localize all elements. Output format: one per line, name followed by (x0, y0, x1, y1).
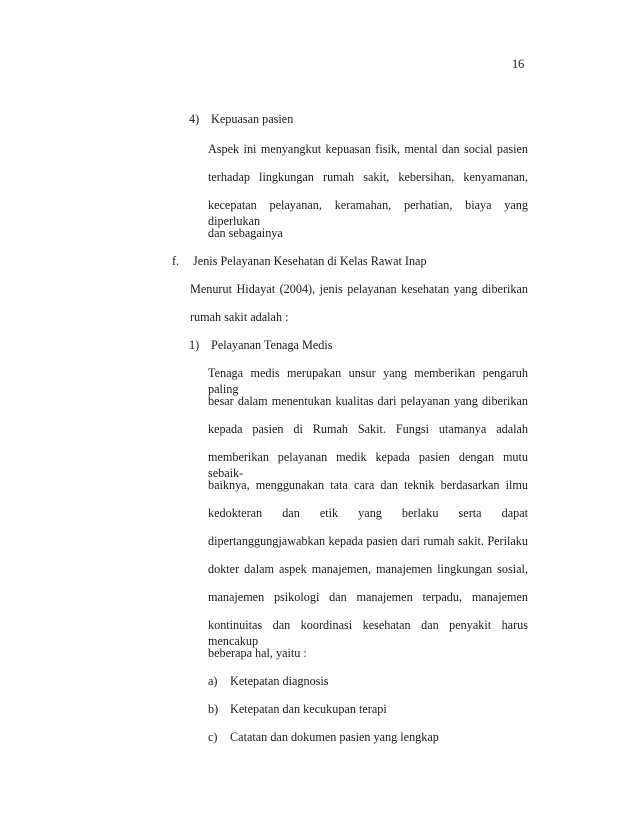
item1-line-9: manajemen psikologi dan manajemen terpadu, manajemen (208, 590, 528, 604)
item1-line-2: besar dalam menentukan kualitas dari pelayanan yang diberikan (208, 394, 528, 408)
subitem-b-text: Ketepatan dan kecukupan terapi (230, 702, 387, 716)
item1-line-6: kedokteran dan etik yang berlaku serta dapat (208, 506, 528, 520)
list-item (208, 729, 439, 745)
item1-line-7: dipertanggungjawabkan kepada pasien dari rumah sakit. Perilaku (208, 534, 528, 548)
item1-heading (189, 337, 332, 353)
section-f-title: Jenis Pelayanan Kesehatan di Kelas Rawat Inap (193, 254, 427, 268)
item4-line-1: Aspek ini menyangkut kepuasan fisik, mental dan social pasien (208, 142, 528, 156)
item4-line-2: terhadap lingkungan rumah sakit, kebersihan, kenyamanan, (208, 170, 528, 184)
item4-line-3: kecepatan pelayanan, keramahan, perhatian, biaya yang diperlukan (208, 198, 528, 228)
page-number: 16 (512, 57, 525, 71)
item1-marker: 1) (189, 338, 200, 352)
section-f-marker: f. (172, 254, 180, 268)
item4-marker: 4) (189, 112, 200, 126)
item4-heading (189, 111, 293, 127)
subitem-a-marker: a) (208, 674, 218, 688)
item1-line-11: beberapa hal, yaitu : (208, 646, 307, 660)
item1-line-4: memberikan pelayanan medik kepada pasien dengan mutu sebaik- (208, 450, 528, 480)
section-f-intro-2: rumah sakit adalah : (190, 310, 289, 324)
item4-title: Kepuasan pasien (211, 112, 294, 126)
list-item (208, 701, 387, 717)
subitem-b-marker: b) (208, 702, 219, 716)
subitem-c-text: Catatan dan dokumen pasien yang lengkap (230, 730, 439, 744)
item4-line-4: dan sebagainya (208, 226, 283, 240)
subitem-a-text: Ketepatan diagnosis (230, 674, 329, 688)
item1-line-10: kontinuitas dan koordinasi kesehatan dan penyakit harus mencakup (208, 618, 528, 648)
item1-line-3: kepada pasien di Rumah Sakit. Fungsi utamanya adalah (208, 422, 528, 436)
item1-line-8: dokter dalam aspek manajemen, manajemen lingkungan sosial, (208, 562, 528, 576)
item1-line-5: baiknya, menggunakan tata cara dan teknik berdasarkan ilmu (208, 478, 528, 492)
item1-title: Pelayanan Tenaga Medis (211, 338, 333, 352)
item1-line-1: Tenaga medis merupakan unsur yang memberikan pengaruh paling (208, 366, 528, 396)
subitem-c-marker: c) (208, 730, 218, 744)
section-f-heading (172, 253, 427, 269)
list-item (208, 673, 329, 689)
section-f-intro-1: Menurut Hidayat (2004), jenis pelayanan kesehatan yang diberikan (190, 282, 528, 296)
